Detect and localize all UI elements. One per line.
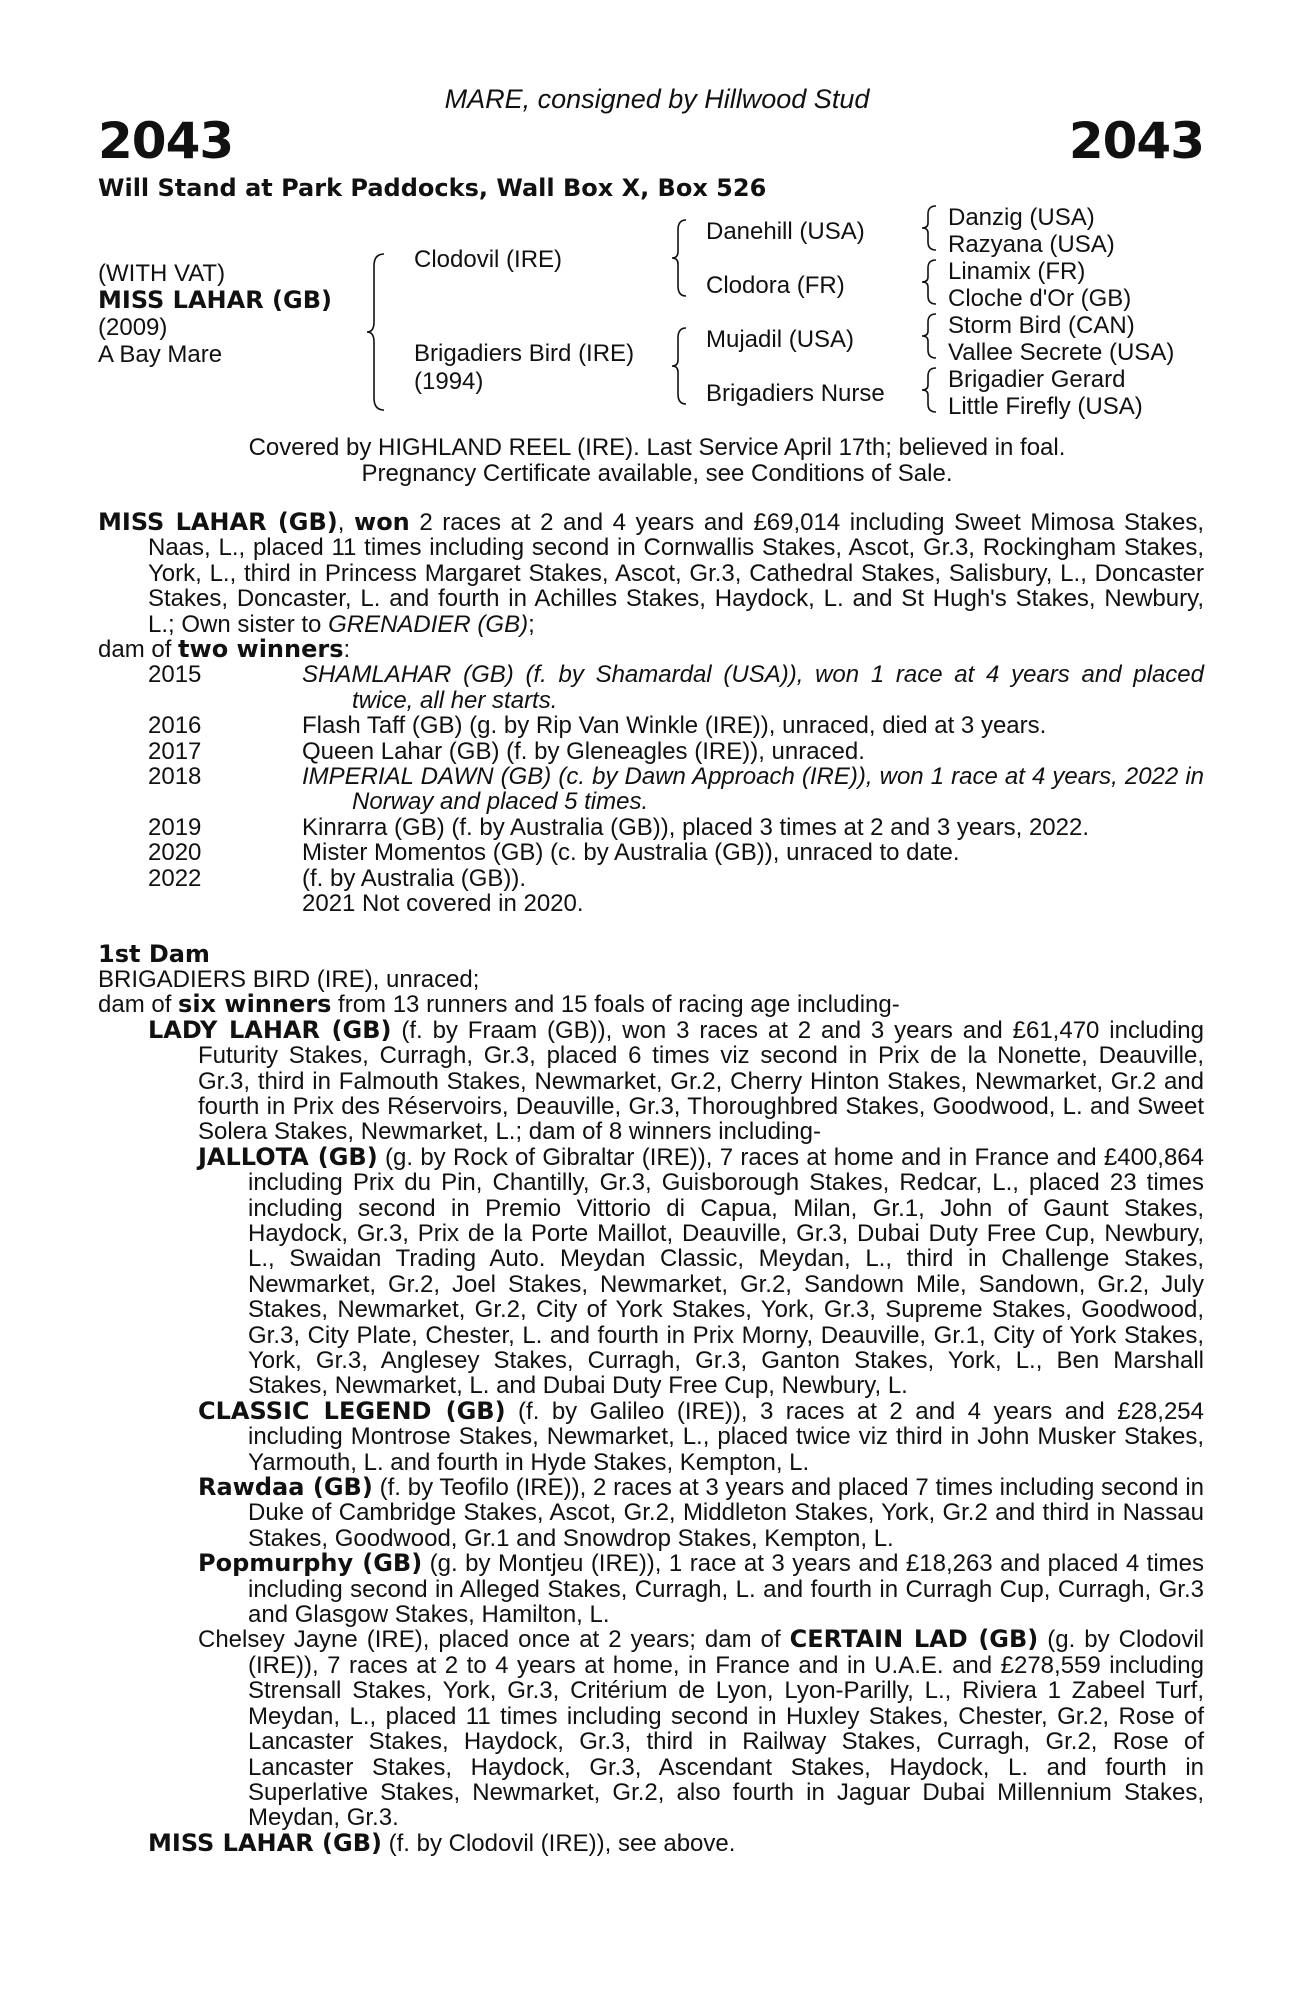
foal-row: [98, 662, 1204, 713]
dam-of-count: two winners: [178, 635, 344, 664]
foal-text: (f. by Australia (GB)).: [302, 864, 527, 892]
produce-entry: [98, 1828, 1204, 1857]
mare-name: MISS LAHAR (GB): [98, 508, 338, 536]
grandparent-2: Razyana (USA): [948, 231, 1115, 258]
produce-text: (g. by Clodovil (IRE)), 7 races at 2 to 4 years at home, in France and in U.A.E. and £278,559 including Strensall Stakes, York, Gr.3, Critérium de Lyon, Lyon-Parilly, L., Riviera 1 Zabeel Turf, Meydan, L., placed 11 times including second in Huxley Stakes, Chester, Gr.2, Rose of Lancaster Stakes, Haydock, Gr.3, third in Railway Stakes, Curragh, Gr.2, Rose of Lancaster Stakes, Haydock, Gr.3, Ascendant Stakes, Haydock, L. and fourth in Superlative Stakes, Newmarket, Gr.2, also fourth in Jaguar Dubai Millennium Stakes, Meydan, Gr.3.: [248, 1626, 1205, 1832]
produce-pre: dam of: [98, 991, 179, 1019]
pregnancy-line: Pregnancy Certificate available, see Conditions of Sale.: [361, 460, 953, 487]
foal-row: [98, 739, 1204, 764]
dam-year: (1994): [414, 368, 484, 395]
foal-year: 2016: [148, 712, 202, 740]
grandparent-4: Cloche d'Or (GB): [948, 285, 1132, 312]
produce-text: (f. by Fraam (GB)), won 3 races at 2 and 3 years and £61,470 including Futurity Stakes, Curragh, Gr.3, placed 6 times viz second in Prix de la Nonette, Deauville, Gr.3, third in Falmouth Stakes, Newmarket, Gr.2, Cherry Hinton Stakes, Newmarket, Gr.2 and fourth in Prix des Réservoirs, Deauville, Gr.3, Thoroughbred Stakes, Goodwood, L. and Sweet Solera Stakes, Newmarket, L.; dam of 8 winners including-: [198, 1016, 1205, 1146]
produce-text: (f. by Teofilo (IRE)), 2 races at 3 years and placed 7 times including second in Duke of Cambridge Stakes, Ascot, Gr.2, Middleton Stakes, York, Gr.2 and third in Nassau Stakes, Goodwood, Gr.1 and Snowdrop Stakes, Kempton, L.: [248, 1474, 1204, 1552]
foal-text: Kinrarra (GB) (f. by Australia (GB)), placed 3 times at 2 and 3 years, 2022.: [302, 813, 1089, 841]
dam-sire-name: Mujadil (USA): [706, 326, 855, 353]
foal-text: IMPERIAL DAWN (GB) (c. by Dawn Approach (IRE)), won 1 race at 4 years, 2022 in Norway and placed 5 times.: [302, 763, 1204, 816]
foal-year: [148, 891, 302, 916]
grandparent-3: Linamix (FR): [948, 258, 1086, 285]
produce-name: LADY LAHAR (GB): [148, 1015, 392, 1044]
own-sister-name: GRENADIER (GB): [328, 610, 529, 638]
main-bracket: [366, 252, 396, 412]
foal-row: [98, 891, 1204, 916]
produce-post: from 13 runners and 15 foals of racing age including-: [331, 991, 900, 1019]
produce-entry: [98, 1396, 1204, 1476]
dam-name: Brigadiers Bird (IRE): [414, 340, 635, 367]
produce-text: (f. by Galileo (IRE)), 3 races at 2 and 4 years and £28,254 including Montrose Stakes, Newmarket, L., placed twice viz third in John Musker Stakes, Yarmouth, L. and fourth in Hyde Stakes, Kempton, L.: [248, 1397, 1204, 1476]
g-bracket-2: [920, 258, 940, 308]
produce-entry: [98, 1551, 1204, 1627]
grandparent-1: Danzig (USA): [948, 204, 1095, 231]
foal-row: [98, 866, 1204, 891]
sire-bracket: [670, 218, 694, 298]
mare-record-end: ;: [528, 610, 535, 638]
grandparent-8: Little Firefly (USA): [948, 393, 1143, 420]
produce-entry: [98, 1015, 1205, 1146]
produce-entry: [98, 1142, 1204, 1400]
foal-row: [98, 713, 1204, 738]
won-word: won: [354, 508, 410, 536]
produce-text: (f. by Clodovil (IRE)), see above.: [381, 1829, 736, 1857]
produce-pre: Chelsey Jayne (IRE), placed once at 2 years; dam of: [198, 1626, 790, 1654]
dam-bracket: [670, 326, 694, 406]
produce-text: (g. by Montjeu (IRE)), 1 race at 3 years and £18,263 and placed 4 times including second in Alleged Stakes, Curragh, L. and fourth in Curragh Cup, Curragh, Gr.3 and Glasgow Stakes, Hamilton, L.: [248, 1550, 1204, 1629]
grandparent-7: Brigadier Gerard: [948, 366, 1126, 393]
winners-count: six winners: [178, 990, 332, 1019]
grandparent-6: Vallee Secrete (USA): [948, 339, 1175, 366]
mare-record: MISS LAHAR (GB), won 2 races at 2 and 4 years and £69,014 including Sweet Mimosa Stakes, Naas, L., placed 11 times including second in Cornwallis Stakes, Ascot, Gr.3, Rockingham Stakes, York, L., third in Princess Margaret Stakes, Ascot, Gr.3, Cathedral Stakes, Salisbury, L., Doncaster Stakes, Doncaster, L. and fourth in Achilles Stakes, Haydock, L. and St Hugh's Stakes, Newbury, L.; Own sister to GRENADIER (GB);: [98, 508, 1204, 638]
mare-record-text: 2 races at 2 and 4 years and £69,014 including Sweet Mimosa Stakes, Naas, L., placed 11 times including second in Cornwallis Stakes, Ascot, Gr.3, Rockingham Stakes, York, L., third in Princess Margaret Stakes, Ascot, Gr.3, Cathedral Stakes, Salisbury, L., Doncaster Stakes, Doncaster, L. and fourth in Achilles Stakes, Haydock, L. and St Hugh's Stakes, Newbury, L.; Own sister to: [148, 509, 1204, 638]
foal-row: [98, 764, 1204, 815]
foal-year: 2022: [148, 864, 202, 892]
sire-name: Clodovil (IRE): [414, 246, 563, 273]
produce-name: MISS LAHAR (GB): [148, 1828, 382, 1857]
foal-text: Queen Lahar (GB) (f. by Gleneagles (IRE)), unraced.: [302, 737, 865, 765]
horse-year: (2009): [98, 314, 168, 341]
produce-entry: [98, 1627, 1204, 1830]
foal-text: 2021 Not covered in 2020.: [302, 890, 584, 918]
foal-row: [98, 815, 1204, 840]
horse-description: A Bay Mare: [98, 341, 223, 368]
grandparent-5: Storm Bird (CAN): [948, 312, 1135, 339]
foal-year: 2019: [148, 813, 202, 841]
lot-number-right: 2043: [1068, 112, 1204, 170]
dam-of-line: [98, 637, 1204, 662]
sire-sire-name: Danehill (USA): [706, 218, 865, 245]
foal-year: 2017: [148, 737, 202, 765]
produce-name: Popmurphy (GB): [198, 1549, 423, 1578]
first-dam-heading: 1st Dam: [98, 939, 210, 968]
produce-entry: [98, 1475, 1204, 1551]
sire-dam-name: Clodora (FR): [706, 272, 845, 299]
lot-number-left: 2043: [98, 112, 234, 170]
dam-of-post: :: [343, 636, 351, 664]
g-bracket-4: [920, 366, 940, 416]
horse-name: MISS LAHAR (GB): [98, 286, 332, 314]
produce-record: [98, 510, 1204, 1856]
produce-name: Rawdaa (GB): [198, 1473, 373, 1502]
first-dam-line: BRIGADIERS BIRD (IRE), unraced;: [98, 965, 480, 993]
dam-dam-name: Brigadiers Nurse: [706, 380, 885, 407]
dam-of-pre: dam of: [98, 636, 179, 664]
g-bracket-3: [920, 312, 940, 362]
covered-line: Covered by HIGHLAND REEL (IRE). Last Service April 17th; believed in foal.: [248, 434, 1066, 461]
foal-year: 2018: [148, 763, 202, 791]
produce-text: (g. by Rock of Gibraltar (IRE)), 7 races at home and in France and £400,864 including Prix du Pin, Chantilly, Gr.3, Guisborough Stakes, Redcar, L., placed 23 times including second in Premio Vittorio di Capua, Milan, Gr.1, John of Gaunt Stakes, Haydock, Gr.3, Prix de la Porte Maillot, Deauville, Gr.3, Dubai Duty Free Cup, Newbury, L., Swaidan Trading Auto. Meydan Classic, Meydan, L., third in Challenge Stakes, Newmarket, Gr.2, Joel Stakes, Newmarket, Gr.2, Sandown Mile, Sandown, Gr.2, July Stakes, Newmarket, Gr.2, City of York Stakes, York, Gr.3, Supreme Stakes, Goodwood, Gr.3, City Plate, Chester, L. and fourth in Prix Morny, Deauville, Gr.1, City of York Stakes, York, Gr.3, Anglesey Stakes, Curragh, Gr.3, Ganton Stakes, York, L., Ben Marshall Stakes, Newmarket, L. and Dubai Duty Free Cup, Newbury, L.: [248, 1143, 1204, 1400]
foal-text: Mister Momentos (GB) (c. by Australia (GB)), unraced to date.: [302, 839, 960, 867]
vat-note: (WITH VAT): [98, 260, 226, 287]
produce-name: CERTAIN LAD (GB): [789, 1625, 1039, 1654]
g-bracket-1: [920, 204, 940, 254]
foal-year: 2015: [148, 661, 202, 689]
foal-text: SHAMLAHAR (GB) (f. by Shamardal (USA)), won 1 race at 4 years and placed twice, all her starts.: [302, 661, 1204, 714]
consignor-line: MARE, consigned by Hillwood Stud: [444, 84, 870, 114]
foal-text: Flash Taff (GB) (g. by Rip Van Winkle (IRE)), unraced, died at 3 years.: [302, 712, 1047, 740]
foal-row: [98, 840, 1204, 865]
first-dam-produce-line: [98, 992, 1204, 1017]
produce-name: CLASSIC LEGEND (GB): [198, 1396, 506, 1425]
stand-location: Will Stand at Park Paddocks, Wall Box X, Box 526: [98, 174, 767, 202]
produce-name: JALLOTA (GB): [198, 1142, 378, 1171]
foal-year: 2020: [148, 839, 202, 867]
